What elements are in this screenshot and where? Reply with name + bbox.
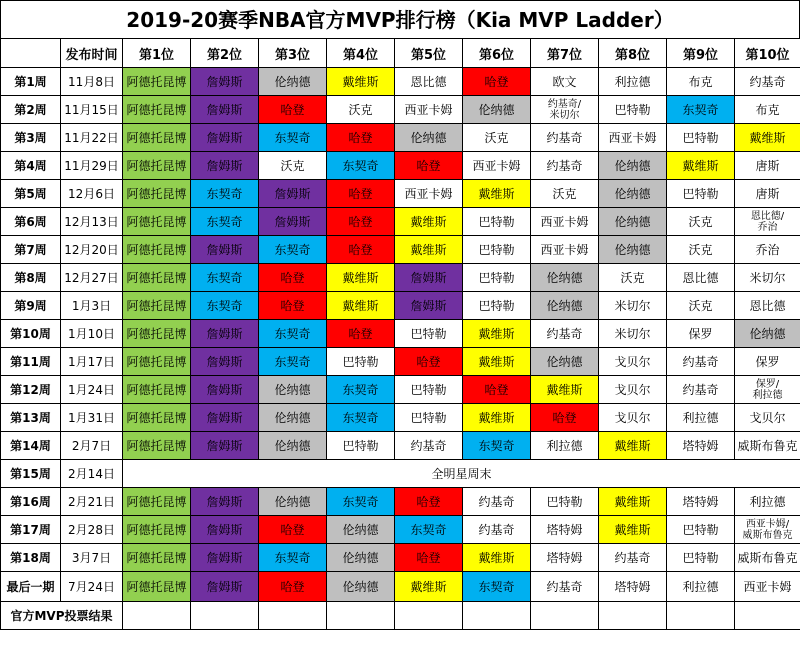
rank-cell: 沃克 xyxy=(327,96,395,124)
week-label: 第1周 xyxy=(1,68,61,96)
rank-cell: 哈登 xyxy=(327,236,395,264)
week-label: 第3周 xyxy=(1,124,61,152)
week-label: 第13周 xyxy=(1,404,61,432)
rank-cell: 阿德托昆博 xyxy=(123,432,191,460)
rank-cell: 利拉德 xyxy=(531,432,599,460)
rank-cell: 东契奇 xyxy=(259,320,327,348)
rank-cell: 詹姆斯 xyxy=(191,236,259,264)
rank-cell: 东契奇 xyxy=(327,152,395,180)
rank-cell: 恩比德 xyxy=(395,68,463,96)
rank-cell: 伦纳德 xyxy=(259,68,327,96)
rank-cell: 阿德托昆博 xyxy=(123,124,191,152)
rank-cell: 哈登 xyxy=(327,124,395,152)
header-cell: 第4位 xyxy=(327,39,395,68)
table-row xyxy=(1,460,800,488)
rank-cell: 伦纳德 xyxy=(599,208,667,236)
rank-cell: 东契奇 xyxy=(667,96,735,124)
release-date: 1月10日 xyxy=(61,320,123,348)
rank-cell: 伦纳德 xyxy=(259,376,327,404)
rank-cell: 沃克 xyxy=(667,208,735,236)
table-row xyxy=(1,208,800,236)
header-cell: 第7位 xyxy=(531,39,599,68)
result-cell xyxy=(191,602,259,630)
table-row xyxy=(1,376,800,404)
rank-cell: 东契奇 xyxy=(463,572,531,602)
rank-cell: 詹姆斯 xyxy=(395,264,463,292)
release-date: 12月13日 xyxy=(61,208,123,236)
rank-cell: 戴维斯 xyxy=(599,516,667,544)
rank-cell: 欧文 xyxy=(531,68,599,96)
rank-cell: 巴特勒 xyxy=(395,320,463,348)
table-row xyxy=(1,544,800,572)
week-label: 第10周 xyxy=(1,320,61,348)
header-cell: 第8位 xyxy=(599,39,667,68)
rank-cell: 阿德托昆博 xyxy=(123,68,191,96)
table-row xyxy=(1,516,800,544)
rank-cell: 戴维斯 xyxy=(463,348,531,376)
rank-cell: 哈登 xyxy=(259,572,327,602)
table-row xyxy=(1,96,800,124)
table-row xyxy=(1,152,800,180)
rank-cell: 米切尔 xyxy=(735,264,800,292)
rank-cell: 巴特勒 xyxy=(667,180,735,208)
rank-cell: 威斯布鲁克 xyxy=(735,432,800,460)
rank-cell: 恩比德/ 乔治 xyxy=(735,208,800,236)
week-label: 第16周 xyxy=(1,488,61,516)
rank-cell: 阿德托昆博 xyxy=(123,264,191,292)
rank-cell: 阿德托昆博 xyxy=(123,236,191,264)
rank-cell: 约基奇 xyxy=(531,152,599,180)
mvp-ladder-table xyxy=(0,38,800,630)
rank-cell: 詹姆斯 xyxy=(395,292,463,320)
rank-cell: 詹姆斯 xyxy=(191,68,259,96)
rank-cell: 哈登 xyxy=(327,180,395,208)
header-cell: 发布时间 xyxy=(61,39,123,68)
rank-cell: 西亚卡姆/ 威斯布鲁克 xyxy=(735,516,800,544)
release-date: 2月28日 xyxy=(61,516,123,544)
header-cell: 第1位 xyxy=(123,39,191,68)
table-row xyxy=(1,292,800,320)
rank-cell: 东契奇 xyxy=(327,488,395,516)
all-star-break-cell: 全明星周末 xyxy=(123,460,800,488)
rank-cell: 哈登 xyxy=(395,152,463,180)
release-date: 3月7日 xyxy=(61,544,123,572)
rank-cell: 西亚卡姆 xyxy=(531,208,599,236)
rank-cell: 塔特姆 xyxy=(531,516,599,544)
rank-cell: 阿德托昆博 xyxy=(123,180,191,208)
rank-cell: 东契奇 xyxy=(259,348,327,376)
release-date: 2月21日 xyxy=(61,488,123,516)
result-cell xyxy=(327,602,395,630)
header-cell: 第6位 xyxy=(463,39,531,68)
rank-cell: 戴维斯 xyxy=(395,236,463,264)
rank-cell: 巴特勒 xyxy=(531,488,599,516)
rank-cell: 戴维斯 xyxy=(327,264,395,292)
rank-cell: 东契奇 xyxy=(259,124,327,152)
rank-cell: 巴特勒 xyxy=(667,124,735,152)
rank-cell: 约基奇 xyxy=(395,432,463,460)
week-label: 第2周 xyxy=(1,96,61,124)
rank-cell: 巴特勒 xyxy=(667,544,735,572)
week-label: 第17周 xyxy=(1,516,61,544)
rank-cell: 米切尔 xyxy=(599,320,667,348)
table-row xyxy=(1,404,800,432)
table-title: 2019-20赛季NBA官方MVP排行榜（Kia MVP Ladder） xyxy=(0,0,800,38)
rank-cell: 詹姆斯 xyxy=(191,96,259,124)
release-date: 11月29日 xyxy=(61,152,123,180)
rank-cell: 伦纳德 xyxy=(531,264,599,292)
release-date: 2月14日 xyxy=(61,460,123,488)
rank-cell: 戴维斯 xyxy=(463,404,531,432)
rank-cell: 哈登 xyxy=(259,516,327,544)
rank-cell: 东契奇 xyxy=(191,208,259,236)
header-row xyxy=(1,39,800,68)
rank-cell: 哈登 xyxy=(463,68,531,96)
result-row xyxy=(1,602,800,630)
rank-cell: 哈登 xyxy=(395,544,463,572)
rank-cell: 詹姆斯 xyxy=(191,152,259,180)
rank-cell: 约基奇 xyxy=(531,572,599,602)
result-cell xyxy=(463,602,531,630)
rank-cell: 哈登 xyxy=(395,488,463,516)
rank-cell: 沃克 xyxy=(531,180,599,208)
rank-cell: 伦纳德 xyxy=(259,488,327,516)
rank-cell: 戴维斯 xyxy=(735,124,800,152)
rank-cell: 伦纳德 xyxy=(327,544,395,572)
rank-cell: 詹姆斯 xyxy=(191,404,259,432)
release-date: 1月3日 xyxy=(61,292,123,320)
rank-cell: 约基奇 xyxy=(531,320,599,348)
result-label: 官方MVP投票结果 xyxy=(1,602,123,630)
rank-cell: 恩比德 xyxy=(667,264,735,292)
table-row xyxy=(1,180,800,208)
table-row xyxy=(1,124,800,152)
rank-cell: 巴特勒 xyxy=(395,404,463,432)
rank-cell: 阿德托昆博 xyxy=(123,152,191,180)
rank-cell: 阿德托昆博 xyxy=(123,516,191,544)
rank-cell: 塔特姆 xyxy=(667,432,735,460)
table-row xyxy=(1,236,800,264)
rank-cell: 戈贝尔 xyxy=(599,376,667,404)
rank-cell: 约基奇 xyxy=(463,516,531,544)
rank-cell: 阿德托昆博 xyxy=(123,488,191,516)
rank-cell: 伦纳德 xyxy=(327,516,395,544)
result-cell xyxy=(599,602,667,630)
rank-cell: 利拉德 xyxy=(599,68,667,96)
week-label: 第7周 xyxy=(1,236,61,264)
rank-cell: 詹姆斯 xyxy=(259,208,327,236)
rank-cell: 哈登 xyxy=(395,348,463,376)
release-date: 1月17日 xyxy=(61,348,123,376)
rank-cell: 阿德托昆博 xyxy=(123,292,191,320)
table-row xyxy=(1,432,800,460)
rank-cell: 詹姆斯 xyxy=(191,124,259,152)
week-label: 第11周 xyxy=(1,348,61,376)
table-row xyxy=(1,264,800,292)
rank-cell: 詹姆斯 xyxy=(191,432,259,460)
rank-cell: 戈贝尔 xyxy=(599,404,667,432)
rank-cell: 阿德托昆博 xyxy=(123,348,191,376)
rank-cell: 东契奇 xyxy=(191,292,259,320)
rank-cell: 詹姆斯 xyxy=(191,572,259,602)
rank-cell: 约基奇 xyxy=(667,376,735,404)
rank-cell: 利拉德 xyxy=(735,488,800,516)
header-cell: 第10位 xyxy=(735,39,800,68)
rank-cell: 阿德托昆博 xyxy=(123,320,191,348)
rank-cell: 西亚卡姆 xyxy=(395,180,463,208)
release-date: 1月31日 xyxy=(61,404,123,432)
week-label: 第15周 xyxy=(1,460,61,488)
rank-cell: 巴特勒 xyxy=(327,432,395,460)
week-label: 第4周 xyxy=(1,152,61,180)
rank-cell: 沃克 xyxy=(259,152,327,180)
week-label: 最后一期 xyxy=(1,572,61,602)
release-date: 11月22日 xyxy=(61,124,123,152)
rank-cell: 伦纳德 xyxy=(531,348,599,376)
rank-cell: 詹姆斯 xyxy=(191,376,259,404)
release-date: 12月27日 xyxy=(61,264,123,292)
week-label: 第12周 xyxy=(1,376,61,404)
table-row xyxy=(1,320,800,348)
rank-cell: 约基奇 xyxy=(463,488,531,516)
rank-cell: 巴特勒 xyxy=(395,376,463,404)
rank-cell: 詹姆斯 xyxy=(191,348,259,376)
rank-cell: 哈登 xyxy=(259,264,327,292)
rank-cell: 东契奇 xyxy=(395,516,463,544)
rank-cell: 巴特勒 xyxy=(463,292,531,320)
rank-cell: 戴维斯 xyxy=(395,208,463,236)
week-label: 第18周 xyxy=(1,544,61,572)
rank-cell: 哈登 xyxy=(463,376,531,404)
rank-cell: 西亚卡姆 xyxy=(463,152,531,180)
rank-cell: 约基奇 xyxy=(599,544,667,572)
rank-cell: 约基奇/ 米切尔 xyxy=(531,96,599,124)
week-label: 第8周 xyxy=(1,264,61,292)
rank-cell: 伦纳德 xyxy=(531,292,599,320)
rank-cell: 约基奇 xyxy=(735,68,800,96)
result-cell xyxy=(395,602,463,630)
week-label: 第9周 xyxy=(1,292,61,320)
rank-cell: 塔特姆 xyxy=(667,488,735,516)
rank-cell: 巴特勒 xyxy=(463,236,531,264)
result-cell xyxy=(123,602,191,630)
rank-cell: 伦纳德 xyxy=(259,404,327,432)
rank-cell: 利拉德 xyxy=(667,404,735,432)
rank-cell: 阿德托昆博 xyxy=(123,208,191,236)
rank-cell: 伦纳德 xyxy=(599,152,667,180)
rank-cell: 米切尔 xyxy=(599,292,667,320)
rank-cell: 阿德托昆博 xyxy=(123,404,191,432)
rank-cell: 伦纳德 xyxy=(395,124,463,152)
rank-cell: 东契奇 xyxy=(259,544,327,572)
rank-cell: 塔特姆 xyxy=(531,544,599,572)
rank-cell: 詹姆斯 xyxy=(259,180,327,208)
rank-cell: 塔特姆 xyxy=(599,572,667,602)
header-cell: 第9位 xyxy=(667,39,735,68)
week-label: 第14周 xyxy=(1,432,61,460)
rank-cell: 约基奇 xyxy=(531,124,599,152)
rank-cell: 西亚卡姆 xyxy=(735,572,800,602)
header-cell: 第5位 xyxy=(395,39,463,68)
week-label: 第6周 xyxy=(1,208,61,236)
rank-cell: 巴特勒 xyxy=(599,96,667,124)
table-row xyxy=(1,572,800,602)
rank-cell: 布克 xyxy=(667,68,735,96)
rank-cell: 哈登 xyxy=(327,320,395,348)
rank-cell: 唐斯 xyxy=(735,180,800,208)
rank-cell: 伦纳德 xyxy=(599,180,667,208)
rank-cell: 东契奇 xyxy=(259,236,327,264)
rank-cell: 伦纳德 xyxy=(735,320,800,348)
rank-cell: 戴维斯 xyxy=(463,544,531,572)
release-date: 7月24日 xyxy=(61,572,123,602)
rank-cell: 哈登 xyxy=(531,404,599,432)
release-date: 12月6日 xyxy=(61,180,123,208)
rank-cell: 沃克 xyxy=(463,124,531,152)
rank-cell: 布克 xyxy=(735,96,800,124)
rank-cell: 伦纳德 xyxy=(599,236,667,264)
rank-cell: 戴维斯 xyxy=(395,572,463,602)
rank-cell: 威斯布鲁克 xyxy=(735,544,800,572)
rank-cell: 东契奇 xyxy=(463,432,531,460)
rank-cell: 西亚卡姆 xyxy=(599,124,667,152)
rank-cell: 东契奇 xyxy=(327,404,395,432)
rank-cell: 西亚卡姆 xyxy=(531,236,599,264)
rank-cell: 阿德托昆博 xyxy=(123,376,191,404)
rank-cell: 哈登 xyxy=(327,208,395,236)
rank-cell: 戴维斯 xyxy=(599,488,667,516)
release-date: 11月15日 xyxy=(61,96,123,124)
rank-cell: 戴维斯 xyxy=(463,320,531,348)
rank-cell: 沃克 xyxy=(599,264,667,292)
result-cell xyxy=(531,602,599,630)
rank-cell: 戴维斯 xyxy=(327,292,395,320)
rank-cell: 乔治 xyxy=(735,236,800,264)
rank-cell: 东契奇 xyxy=(191,264,259,292)
release-date: 2月7日 xyxy=(61,432,123,460)
rank-cell: 保罗/ 利拉德 xyxy=(735,376,800,404)
release-date: 1月24日 xyxy=(61,376,123,404)
result-cell xyxy=(259,602,327,630)
rank-cell: 戴维斯 xyxy=(531,376,599,404)
rank-cell: 戈贝尔 xyxy=(735,404,800,432)
rank-cell: 戴维斯 xyxy=(327,68,395,96)
release-date: 12月20日 xyxy=(61,236,123,264)
rank-cell: 戴维斯 xyxy=(599,432,667,460)
rank-cell: 詹姆斯 xyxy=(191,320,259,348)
week-label: 第5周 xyxy=(1,180,61,208)
rank-cell: 东契奇 xyxy=(191,180,259,208)
rank-cell: 詹姆斯 xyxy=(191,516,259,544)
rank-cell: 恩比德 xyxy=(735,292,800,320)
rank-cell: 沃克 xyxy=(667,236,735,264)
rank-cell: 西亚卡姆 xyxy=(395,96,463,124)
rank-cell: 伦纳德 xyxy=(259,432,327,460)
header-cell: 第2位 xyxy=(191,39,259,68)
rank-cell: 保罗 xyxy=(735,348,800,376)
rank-cell: 伦纳德 xyxy=(327,572,395,602)
header-corner-cell xyxy=(1,39,61,68)
rank-cell: 保罗 xyxy=(667,320,735,348)
rank-cell: 巴特勒 xyxy=(463,208,531,236)
rank-cell: 阿德托昆博 xyxy=(123,544,191,572)
rank-cell: 利拉德 xyxy=(667,572,735,602)
rank-cell: 唐斯 xyxy=(735,152,800,180)
rank-cell: 约基奇 xyxy=(667,348,735,376)
result-cell xyxy=(667,602,735,630)
result-cell xyxy=(735,602,800,630)
rank-cell: 巴特勒 xyxy=(327,348,395,376)
rank-cell: 詹姆斯 xyxy=(191,544,259,572)
rank-cell: 巴特勒 xyxy=(667,516,735,544)
release-date: 11月8日 xyxy=(61,68,123,96)
rank-cell: 巴特勒 xyxy=(463,264,531,292)
rank-cell: 伦纳德 xyxy=(463,96,531,124)
rank-cell: 哈登 xyxy=(259,292,327,320)
rank-cell: 哈登 xyxy=(259,96,327,124)
rank-cell: 沃克 xyxy=(667,292,735,320)
table-row xyxy=(1,348,800,376)
rank-cell: 东契奇 xyxy=(327,376,395,404)
rank-cell: 戈贝尔 xyxy=(599,348,667,376)
header-cell: 第3位 xyxy=(259,39,327,68)
table-row xyxy=(1,488,800,516)
rank-cell: 阿德托昆博 xyxy=(123,96,191,124)
rank-cell: 詹姆斯 xyxy=(191,488,259,516)
rank-cell: 戴维斯 xyxy=(463,180,531,208)
rank-cell: 阿德托昆博 xyxy=(123,572,191,602)
rank-cell: 戴维斯 xyxy=(667,152,735,180)
table-row xyxy=(1,68,800,96)
